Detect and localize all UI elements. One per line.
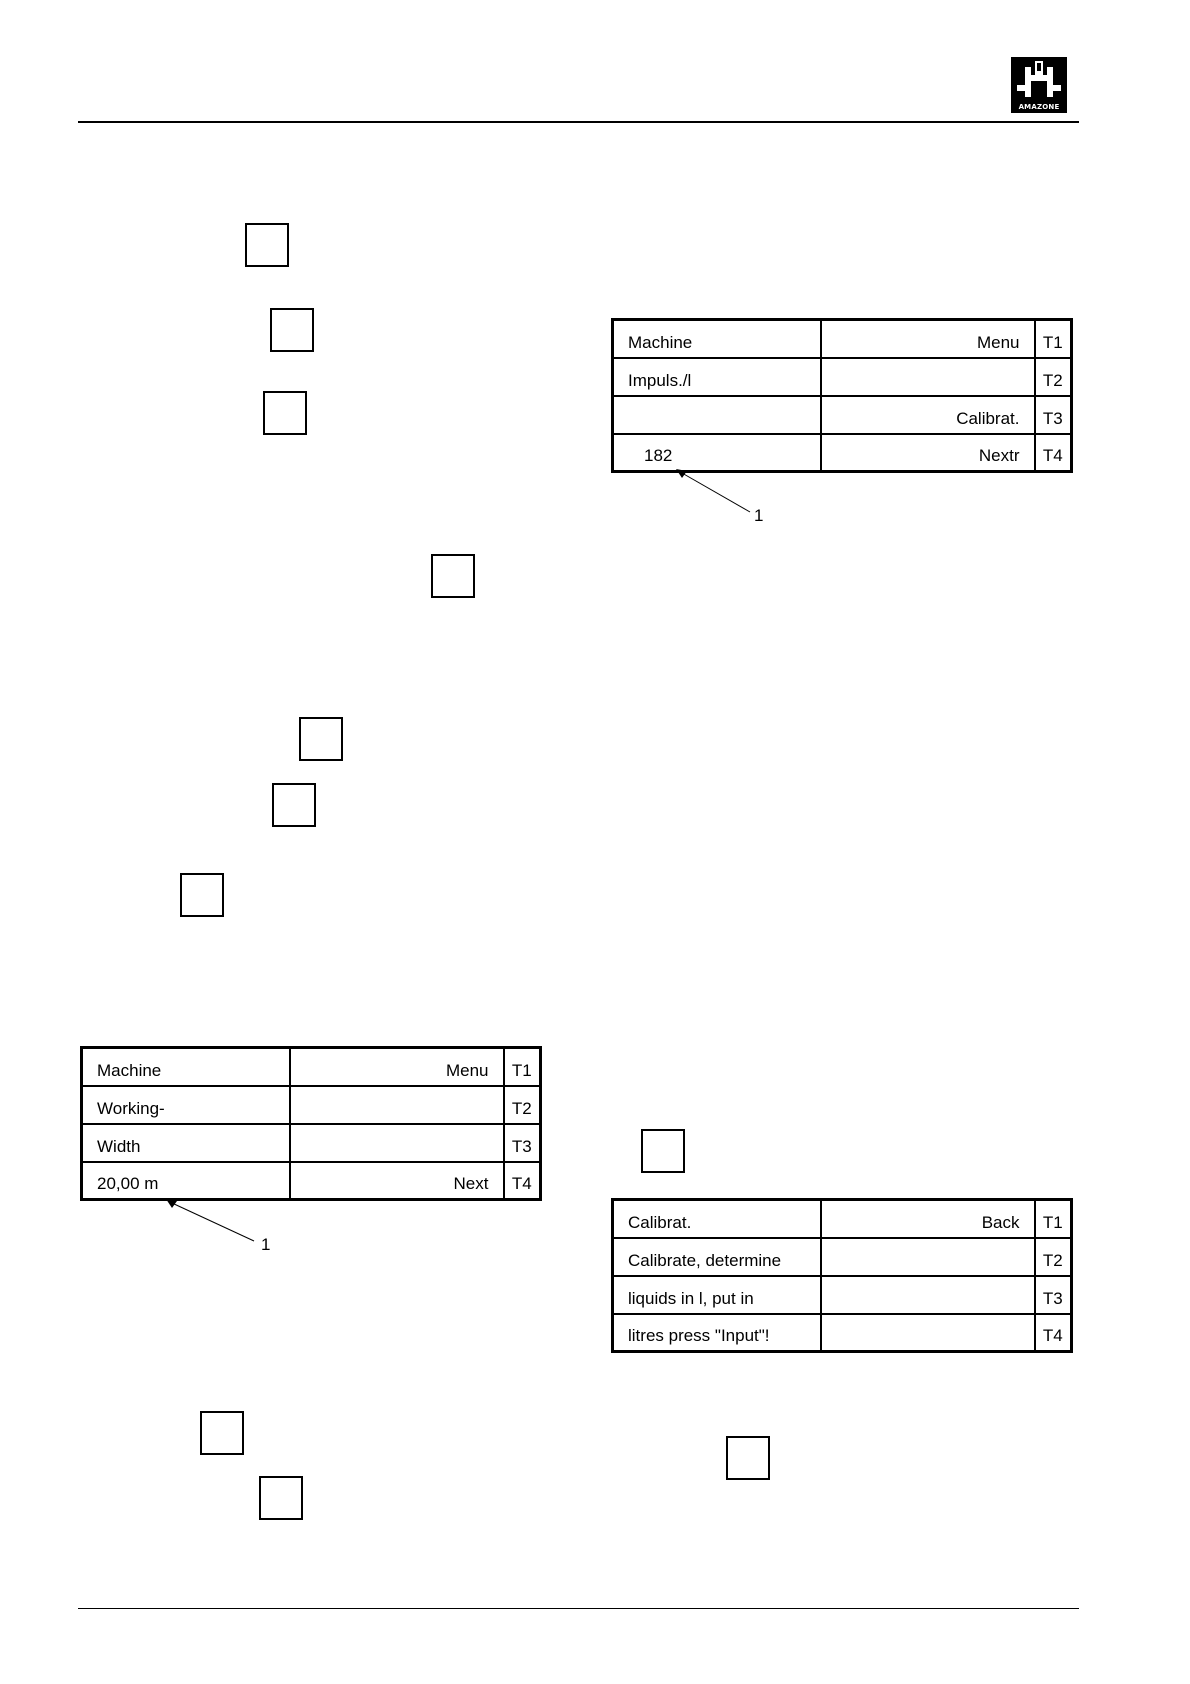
softkey-label: T3 [1035,396,1072,434]
amazone-logo [1011,57,1067,113]
display-cell-left: Machine [82,1048,290,1086]
display-cell-right [821,358,1035,396]
softkey-label: T2 [1035,1238,1072,1276]
footer-rule [78,1608,1079,1609]
softkey-label: T4 [504,1162,541,1200]
display-row [613,320,1072,358]
display-cell-right [290,1124,504,1162]
key-box [200,1411,244,1455]
display-cell-left: Width [82,1124,290,1162]
header-rule [78,121,1079,123]
softkey-label: T2 [1035,358,1072,396]
display-row [613,1200,1072,1238]
display-cell-left: Calibrate, determine [613,1238,821,1276]
display-cell-left: Calibrat. [613,1200,821,1238]
display-cell-right: Menu [290,1048,504,1086]
display-cell-right [821,1276,1035,1314]
softkey-label: T4 [1035,1314,1072,1352]
key-box [272,783,316,827]
key-box [431,554,475,598]
softkey-label: T1 [1035,1200,1072,1238]
softkey-label: T3 [504,1124,541,1162]
callout-number: 1 [261,1235,271,1254]
softkey-label: T3 [1035,1276,1072,1314]
display-cell-left [613,396,821,434]
softkey-label: T1 [1035,320,1072,358]
display-cell-right [290,1086,504,1124]
softkey-label: T1 [504,1048,541,1086]
key-box [180,873,224,917]
display-cell-right: Next [290,1162,504,1200]
callout-number: 1 [754,506,764,525]
display-cell-left: liquids in l, put in [613,1276,821,1314]
display-row [82,1124,541,1162]
amazone-tractor-logo-icon [1011,57,1067,103]
display-cell-left: Working- [82,1086,290,1124]
key-box [299,717,343,761]
display-cell-right: Back [821,1200,1035,1238]
display-row [82,1048,541,1086]
display-cell-right: Menu [821,320,1035,358]
display-cell-right [821,1314,1035,1352]
display-machine-impuls [611,318,1073,473]
display-cell-left: litres press "Input"! [613,1314,821,1352]
display-row [82,1162,541,1200]
display-cell-right: Calibrat. [821,396,1035,434]
display-row [613,1276,1072,1314]
display-row [82,1086,541,1124]
display-value: 182 [613,434,821,472]
key-box [641,1129,685,1173]
display-calibrate [611,1198,1073,1353]
key-box [259,1476,303,1520]
display-machine-working-width [80,1046,542,1201]
display-cell-left: Impuls./l [613,358,821,396]
key-box [270,308,314,352]
softkey-label: T2 [504,1086,541,1124]
display-row [613,1314,1072,1352]
softkey-label: T4 [1035,434,1072,472]
display-row [613,358,1072,396]
key-box [263,391,307,435]
display-row [613,396,1072,434]
display-value: 20,00 m [82,1162,290,1200]
display-row [613,434,1072,472]
key-box [726,1436,770,1480]
display-cell-left: Machine [613,320,821,358]
display-cell-right: Nextr [821,434,1035,472]
display-cell-right [821,1238,1035,1276]
key-box [245,223,289,267]
logo-text: AMAZONE [1018,103,1060,111]
display-row [613,1238,1072,1276]
